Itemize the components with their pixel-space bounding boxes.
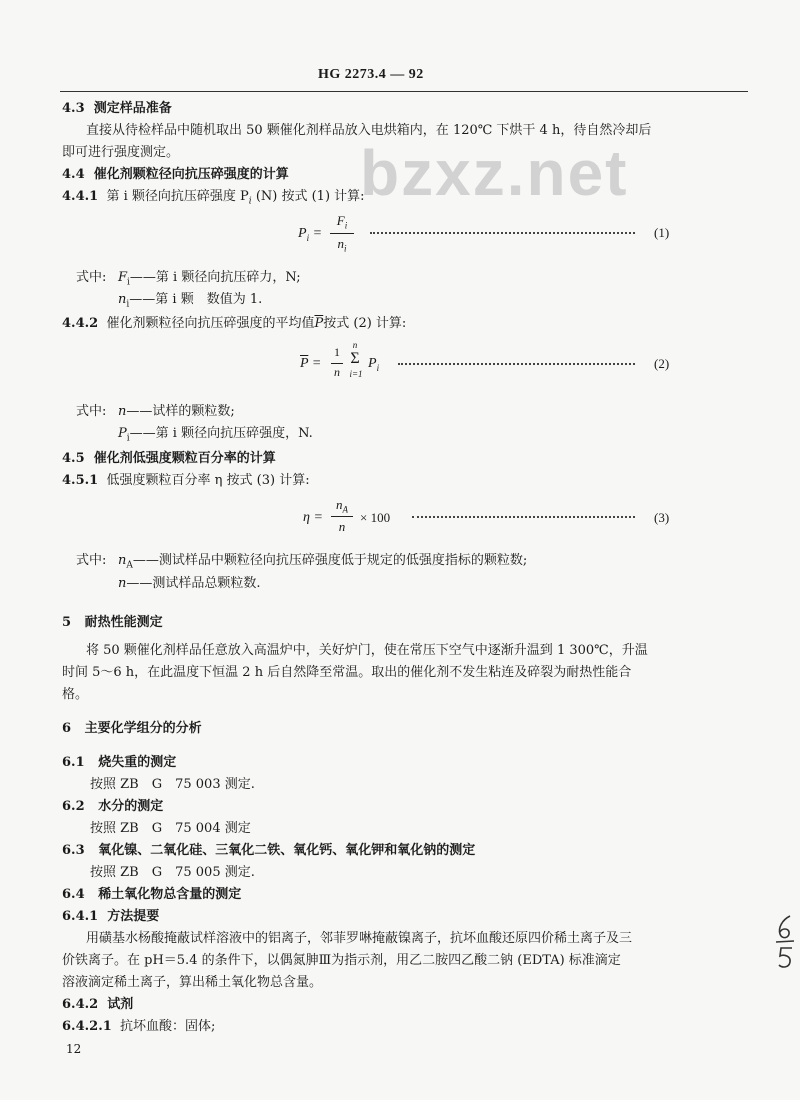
equation-1-denominator [329, 236, 355, 254]
section-6-2-heading [62, 799, 163, 815]
section-number: 6.4.2 [62, 997, 99, 1012]
equation-3-numerator [330, 497, 354, 515]
section-number: 6 [62, 721, 72, 736]
variable-definition [118, 292, 262, 313]
equation-2-term [368, 356, 379, 373]
section-number: 6.2 [62, 799, 85, 814]
section-4-4-1-line: 4.4.1 第 i 颗径向抗压碎强度 $P_i$ (N) 按式 (1) 计算: [62, 189, 365, 207]
section-title: 耐热性能测定 [84, 615, 163, 630]
eq-subscript: i [344, 220, 348, 231]
eq-symbol: n [336, 497, 343, 512]
header-rule [60, 91, 748, 92]
equation-2-numerator: 1 [334, 345, 340, 359]
sum-symbol: Σ [350, 350, 360, 367]
leader-dots [398, 363, 635, 365]
paragraph-line: 直接从待检样品中随机取出 50 颗催化剂样品放入电烘箱内，在 120℃ 下烘干 4 h，待自然冷却后 [86, 123, 652, 138]
paragraph-line: 价铁离子。在 pH＝5.4 的条件下，以偶氮胂Ⅲ为指示剂，用乙二胺四乙酸二钠 (EDTA) 标准滴定 [62, 953, 621, 968]
section-4-5-heading [62, 451, 276, 467]
sum-lower-limit: i=1 [349, 369, 363, 379]
standard-code-header: HG 2273.4 — 92 [318, 67, 424, 82]
section-6-1-heading [62, 755, 176, 771]
section-title: 催化剂颗粒径向抗压碎强度的计算 [93, 167, 289, 182]
equation-1-numerator [329, 213, 355, 231]
section-number: 4.5.1 [62, 473, 99, 488]
section-title: 氧化镍、二氧化硅、三氧化二铁、氧化钙、氧化钾和氧化钠的测定 [98, 843, 476, 858]
section-title: 测定样品准备 [93, 101, 172, 116]
equation-number-3: (3) [654, 510, 670, 525]
section-text-tail: (N) 按式 (1) 计算: [255, 189, 365, 204]
variable-definition [118, 426, 313, 447]
handwritten-five [779, 948, 792, 967]
section-number: 6.4.1 [62, 909, 99, 924]
section-title: 方法提要 [107, 909, 160, 924]
section-number: 4.5 [62, 451, 85, 466]
section-4-4-2-line [62, 316, 406, 332]
eq-symbol: n [337, 236, 344, 251]
var-text: ——第 i 颗径向抗压碎强度，N. [129, 426, 313, 441]
section-6-heading [62, 721, 202, 737]
where-label: 式中: [76, 404, 107, 419]
eq-symbol: $\overline{P}$ [300, 356, 309, 371]
section-text: 催化剂颗粒径向抗压碎强度的平均值 [106, 316, 315, 331]
sum-upper-limit: n [352, 340, 358, 350]
section-6-4-2-1-line [62, 1019, 215, 1035]
variable-definition [118, 576, 261, 592]
var-text: ——试样的颗粒数; [126, 404, 235, 419]
var-text: ——测试样品总颗粒数. [126, 576, 261, 591]
section-number: 4.4.1 [62, 189, 99, 204]
section-number: 4.3 [62, 101, 85, 116]
section-6-4-1-heading [62, 909, 159, 925]
section-5-heading [62, 615, 163, 631]
eq-symbol: P [298, 226, 307, 241]
section-number: 6.4 [62, 887, 85, 902]
section-6-4-heading [62, 887, 241, 903]
variable-definition [118, 553, 527, 574]
section-text: 低强度颗粒百分率 η 按式 (3) 计算: [106, 473, 310, 488]
paragraph-line: 时间 5～6 h，在此温度下恒温 2 h 后自然降至常温。取出的催化剂不发生粘连及碎裂为耐热性能合 [62, 665, 632, 680]
eq-symbol: η [303, 510, 310, 525]
equation-2-denominator: n [334, 365, 340, 379]
equation-3-lhs: η = [303, 510, 323, 525]
paragraph-line: 按照 ZB G 75 004 测定 [90, 821, 251, 836]
var-text: ——第 i 颗 数值为 1. [129, 292, 263, 307]
variable-definition [118, 270, 301, 291]
var-symbol: n [118, 553, 127, 568]
eq-subscript: i [306, 232, 310, 243]
variable-definition [118, 404, 235, 420]
section-number: 6.4.2.1 [62, 1019, 112, 1034]
equation-3-multiplier: × 100 [360, 510, 391, 525]
section-number: 6.1 [62, 755, 85, 770]
fraction-bar [331, 516, 353, 517]
section-title: 烧失重的测定 [98, 755, 177, 770]
section-6-3-heading [62, 843, 475, 859]
paragraph-line: 按照 ZB G 75 005 测定. [90, 865, 255, 880]
var-symbol: P [118, 426, 127, 441]
equation-3-denominator: n [338, 519, 346, 534]
section-number: 5 [62, 615, 72, 630]
var-symbol: n [118, 292, 127, 307]
paragraph-line: 用磺基水杨酸掩蔽试样溶液中的铝离子，邻菲罗啉掩蔽镍离子，抗坏血酸还原四价稀土离子及三 [86, 931, 633, 946]
equation-number-2: (2) [654, 356, 670, 371]
paragraph-line: 按照 ZB G 75 003 测定. [90, 777, 255, 792]
where-label: 式中: [76, 270, 107, 285]
fraction-bar [330, 233, 354, 234]
var-symbol: F [118, 270, 128, 285]
var-subscript: A [126, 560, 133, 571]
var-text: ——第 i 颗径向抗压碎力，N; [129, 270, 301, 285]
section-title: 试剂 [107, 997, 134, 1012]
leader-dots [370, 232, 635, 234]
watermark: bzxz.net [360, 137, 629, 209]
fraction-bar [331, 363, 343, 364]
section-number: 4.4 [62, 167, 85, 182]
section-4-3-heading [62, 101, 172, 117]
eq-subscript: i [343, 243, 347, 254]
equation-1-lhs: $P_i$ = [298, 226, 323, 243]
eq-subscript: i [376, 362, 380, 373]
section-title: 催化剂低强度颗粒百分率的计算 [93, 451, 276, 466]
eq-subscript: A [342, 504, 348, 515]
section-title: 主要化学组分的分析 [84, 721, 202, 736]
var-symbol: $\overline{P}$ [314, 316, 324, 331]
var-symbol: n [118, 404, 127, 419]
var-subscript: i [127, 277, 130, 288]
var-subscript: i [126, 299, 130, 310]
paragraph-line: 格。 [62, 687, 89, 702]
leader-dots [412, 516, 635, 518]
section-number: 6.3 [62, 843, 85, 858]
section-title: 稀土氧化物总含量的测定 [98, 887, 242, 902]
paragraph-line: 即可进行强度测定。 [62, 145, 180, 160]
section-4-5-1-line [62, 473, 310, 489]
section-number: 4.4.2 [62, 316, 99, 331]
section-6-4-2-heading [62, 997, 133, 1013]
section-text-tail: 按式 (2) 计算: [323, 316, 407, 331]
paragraph-line: 溶液滴定稀土离子，算出稀土氧化物总含量。 [62, 975, 323, 990]
section-text: 第 i 颗径向抗压碎强度 P [106, 189, 249, 204]
handwritten-six [779, 916, 790, 938]
eq-symbol: F [336, 213, 345, 228]
where-label: 式中: [76, 553, 107, 568]
equation-number-1: (1) [654, 225, 670, 240]
handwritten-bar [776, 941, 794, 942]
equation-2-lhs: $\overline{P}$ = [300, 356, 322, 371]
var-subscript: i [126, 433, 130, 444]
var-text: ——测试样品中颗粒径向抗压碎强度低于规定的低强度指标的颗粒数; [132, 553, 528, 568]
handwritten-margin-note [772, 912, 798, 972]
section-title: 水分的测定 [98, 799, 164, 814]
section-4-4-heading [62, 167, 289, 183]
paragraph-line: 将 50 颗催化剂样品任意放入高温炉中，关好炉门，使在常压下空气中逐渐升温到 1 300℃，升温 [86, 643, 648, 658]
page-number: 12 [66, 1042, 82, 1056]
var-symbol: n [118, 576, 127, 591]
eq-symbol: P [368, 356, 377, 371]
section-text: 抗坏血酸：固体; [120, 1019, 216, 1034]
